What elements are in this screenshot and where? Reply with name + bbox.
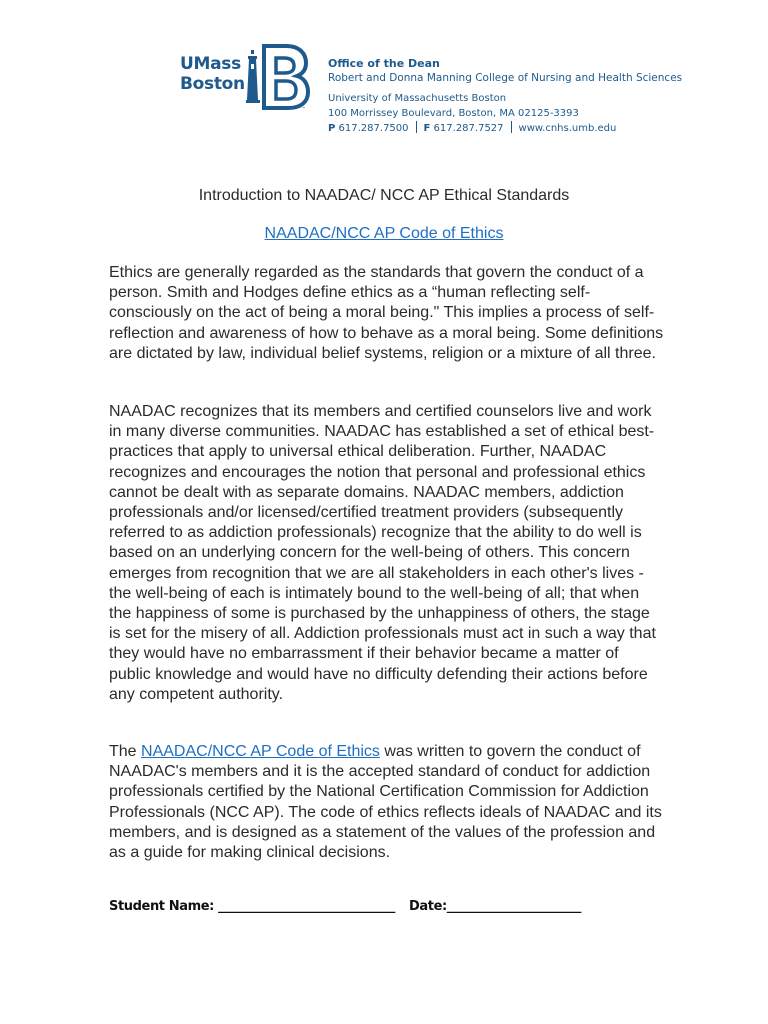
paragraph3-body: was written to govern the conduct of NAADAC's members and it is the accepted standard of conduct for addiction professionals certified by the National Certification Commission for Addiction Professionals (NCC AP). The code of ethics reflects ideals of NAADAC and its members, and is designed as a statement of the values of the profession and as a guide for making clinical decisions. xyxy=(109,743,662,862)
phone-label: P xyxy=(328,123,336,134)
divider xyxy=(511,121,512,133)
paragraph-ethics-definition: Ethics are generally regarded as the standards that govern the conduct of a person. Smith and Hodges define ethics as a “human reflecting self-consciously on the act of being a moral being." This implies a process of self-reflection and awareness of how to behave as a moral being. Some definitions are dictated by law, individual belief systems, religion or a mixture of all three. xyxy=(109,264,664,362)
date-field: Date:______________________ xyxy=(409,899,581,914)
divider xyxy=(416,121,417,133)
paragraph-code-purpose xyxy=(109,742,664,863)
college-name: Robert and Donna Manning College of Nursing and Health Sciences xyxy=(328,72,683,84)
fax-number: 617.287.7527 xyxy=(433,123,504,134)
fax-label: F xyxy=(423,123,431,134)
logo-line-2: Boston xyxy=(180,74,245,94)
website: www.cnhs.umb.edu xyxy=(518,123,617,134)
signature-line xyxy=(109,899,669,914)
inline-code-of-ethics-link[interactable]: NAADAC/NCC AP Code of Ethics xyxy=(141,743,380,760)
university-name: University of Massachusetts Boston xyxy=(328,93,507,104)
contact-line xyxy=(328,121,682,136)
code-of-ethics-link[interactable]: NAADAC/NCC AP Code of Ethics xyxy=(264,225,504,242)
dean-office-block xyxy=(328,56,682,136)
student-name-field: Student Name: _____________________________ xyxy=(109,899,395,914)
umass-boston-wordmark xyxy=(180,54,245,94)
umass-b-lighthouse-logo-icon xyxy=(246,42,310,110)
logo-line-1: UMass xyxy=(180,54,241,74)
letterhead xyxy=(178,42,698,142)
address: 100 Morrissey Boulevard, Boston, MA 02125-3393 xyxy=(328,108,579,119)
code-of-ethics-heading xyxy=(0,224,768,244)
document-title: Introduction to NAADAC/ NCC AP Ethical Standards xyxy=(198,187,570,204)
office-title: Office of the Dean xyxy=(328,57,440,70)
paragraph-naadac-recognition: NAADAC recognizes that its members and certified counselors live and work in many diverse communities. NAADAC has established a set of ethical best-practices that apply to universal ethical deliberation. Further, NAADAC recognizes and encourages the notion that personal and professional ethics cannot be dealt with as separate domains. NAADAC members, addiction professionals and/or licensed/certified treatment providers (subsequently referred to as addiction professionals) recognize that the ability to do well is based on an underlying concern for the well-being of others. This concern emerges from recognition that we are all stakeholders in each other's lives - the well-being of each is intimately bound to the well-being of all; that when the happiness of some is purchased by the unhappiness of others, the stage is set for the misery of all. Addiction professionals must act in such a way that they would have no embarrassment if their behavior became a matter of public knowledge and would have no difficulty defending their actions before any competent authority. xyxy=(109,403,656,703)
phone-number: 617.287.7500 xyxy=(338,123,409,134)
trademark-mark: ™ xyxy=(302,106,306,110)
paragraph3-prefix: The xyxy=(109,743,142,760)
